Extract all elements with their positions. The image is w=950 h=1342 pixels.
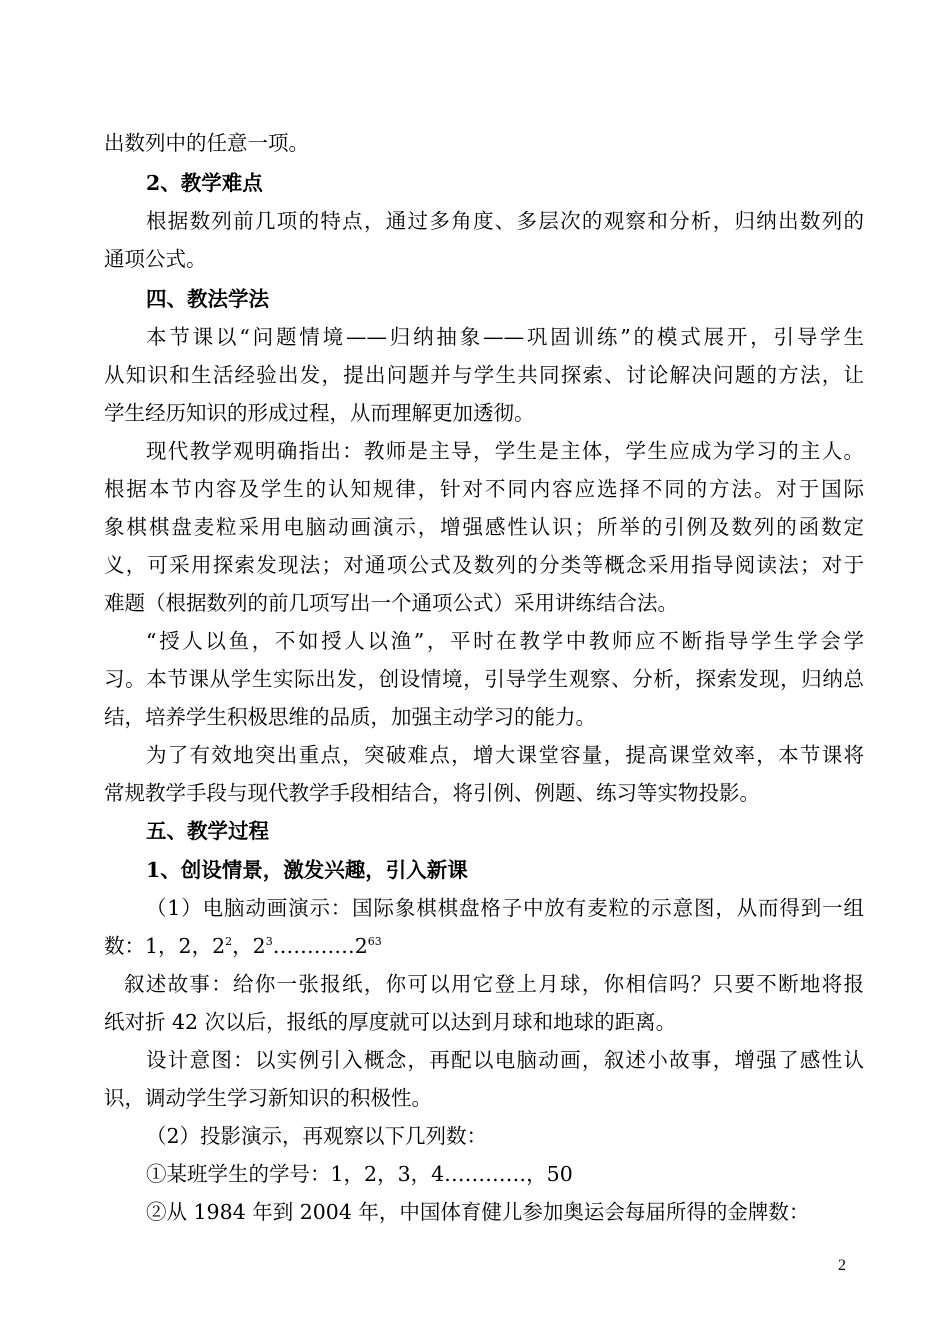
paragraph-line: 纸对折 42 次以后，报纸的厚度就可以达到月球和地球的距离。 [104,1010,677,1034]
paragraph-line: 根据数列前几项的特点，通过多角度、多层次的观察和分析，归纳出数列的 [146,209,864,233]
paragraph-line: 根据本节内容及学生的认知规律，针对不同内容应选择不同的方法。对于国际 [104,477,864,501]
paragraph-line: 义，可采用探索发现法；对通项公式及数列的分类等概念采用指导阅读法；对于 [104,553,864,577]
sequence-line [104,931,864,961]
list-item: ②从 1984 年到 2004 年，中国体育健儿参加奥运会每届所得的金牌数： [146,1200,810,1224]
section-heading: 五、教学过程 [146,819,269,843]
page-number: 2 [838,1257,846,1274]
section-heading: 2、教学难点 [146,171,263,195]
sequence-text: 数：1，2，2 [104,934,226,958]
paragraph-line: 设计意图：以实例引入概念，再配以电脑动画，叙述小故事，增强了感性认 [146,1048,864,1072]
paragraph-line: 学生经历知识的形成过程，从而理解更加透彻。 [104,401,535,425]
paragraph-line: 现代教学观明确指出：教师是主导，学生是主体，学生应成为学习的主人。 [146,439,864,463]
sequence-text: ，2 [232,934,266,958]
paragraph-line: （1）电脑动画演示：国际象棋棋盘格子中放有麦粒的示意图，从而得到一组 [146,896,864,920]
paragraph-line: 从知识和生活经验出发，提出问题并与学生共同探索、讨论解决问题的方法，让 [104,363,864,387]
section-heading: 1、创设情景，激发兴趣，引入新课 [146,858,468,882]
paragraph-line: 出数列中的任意一项。 [104,131,309,155]
paragraph-line: 为了有效地突出重点，突破难点，增大课堂容量，提高课堂效率，本节课将 [146,743,864,767]
exponent: 63 [367,935,382,949]
paragraph-line: 通项公式。 [104,247,207,271]
paragraph-line: “授人以鱼，不如授人以渔”，平时在教学中教师应不断指导学生学会学 [146,629,864,653]
paragraph-line: 常规教学手段与现代教学手段相结合，将引例、例题、练习等实物投影。 [104,781,760,805]
sequence-text: …………2 [272,934,368,958]
paragraph-line: （2）投影演示，再观察以下几列数： [146,1124,488,1148]
paragraph-line: 难题（根据数列的前几项写出一个通项公式）采用讲练结合法。 [104,591,678,615]
paragraph-line: 识，调动学生学习新知识的积极性。 [104,1086,432,1110]
paragraph-line: 习。本节课从学生实际出发，创设情境，引导学生观察、分析，探索发现，归纳总 [104,667,864,691]
paragraph-line: 叙述故事：给你一张报纸，你可以用它登上月球，你相信吗？只要不断地将报 [124,972,864,996]
exponent: 2 [225,935,233,949]
paragraph-line: 象棋棋盘麦粒采用电脑动画演示，增强感性认识；所举的引例及数列的函数定 [104,515,864,539]
paragraph-line: 本节课以“问题情境——归纳抽象——巩固训练”的模式展开，引导学生 [146,325,864,349]
list-item: ①某班学生的学号：1，2，3，4…………，50 [146,1162,573,1186]
exponent: 3 [265,935,273,949]
section-heading: 四、教法学法 [146,287,269,311]
paragraph-line: 结，培养学生积极思维的品质，加强主动学习的能力。 [104,705,596,729]
